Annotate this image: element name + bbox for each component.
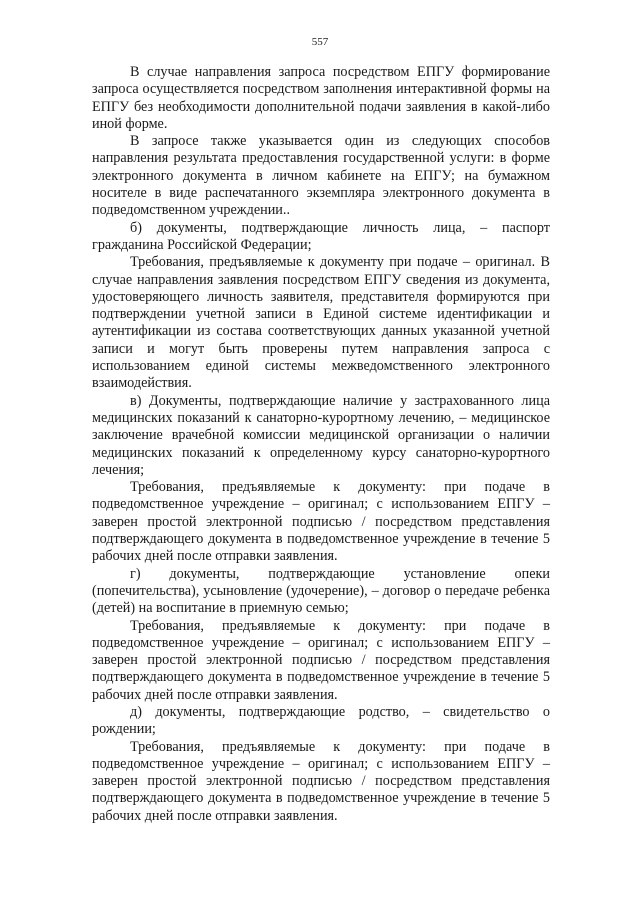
paragraph-result-delivery-method: В запросе также указывается один из следующих способов направления результата предоставления государственной услуги: в форме электронного документа в личном кабинете на ЕПГУ; на бумажном носителе в виде распечатанного экземпляра электронного документа в подведомственном учреждении.. xyxy=(92,133,550,219)
paragraph-identity-document-requirements: Требования, предъявляемые к документу при подаче – оригинал. В случае направления заявления посредством ЕПГУ сведения из документа, удостоверяющего личность заявителя, представителя формируются при подтверждении учетной записи в Единой системе идентификации и аутентификации из состава соответствующих данных указанной учетной записи и могут быть проверены путем направления запроса с использованием единой системы межведомственного электронного взаимодействия. xyxy=(92,254,550,392)
paragraph-medical-document-requirements: Требования, предъявляемые к документу: при подаче в подведомственное учреждение – оригинал; с использованием ЕПГУ – заверен простой электронной подписью / посредством представления подтверждающего документа в подведомственное учреждение в течение 5 рабочих дней после отправки заявления. xyxy=(92,479,550,565)
paragraph-kinship-document-requirements: Требования, предъявляемые к документу: при подаче в подведомственное учреждение – оригинал; с использованием ЕПГУ – заверен простой электронной подписью / посредством представления подтверждающего документа в подведомственное учреждение в течение 5 рабочих дней после отправки заявления. xyxy=(92,738,550,824)
paragraph-guardianship-document-requirements: Требования, предъявляемые к документу: при подаче в подведомственное учреждение – оригинал; с использованием ЕПГУ – заверен простой электронной подписью / посредством представления подтверждающего документа в подведомственное учреждение в течение 5 рабочих дней после отправки заявления. xyxy=(92,617,550,703)
paragraph-item-d-kinship-documents: д) документы, подтверждающие родство, – свидетельство о рождении; xyxy=(92,703,550,738)
paragraph-request-via-epgu: В случае направления запроса посредством ЕПГУ формирование запроса осуществляется посредством заполнения интерактивной формы на ЕПГУ без необходимости дополнительной подачи заявления в какой-либо иной форме. xyxy=(92,64,550,132)
paragraph-item-b-identity-documents: б) документы, подтверждающие личность лица, – паспорт гражданина Российской Федерации; xyxy=(92,219,550,253)
page-number: 557 xyxy=(311,36,329,48)
document-body xyxy=(92,64,550,825)
paragraph-item-g-guardianship-documents: г) документы, подтверждающие установление опеки (попечительства), усыновление (удочерение), – договор о передаче ребенка (детей) на воспитание в приемную семью; xyxy=(92,565,550,617)
paragraph-item-v-medical-indications: в) Документы, подтверждающие наличие у застрахованного лица медицинских показаний к санаторно-курортному лечению, – медицинское заключение врачебной комиссии медицинской организации о наличии медицинских показаний к определенному курсу санаторно-курортного лечения; xyxy=(92,392,550,478)
